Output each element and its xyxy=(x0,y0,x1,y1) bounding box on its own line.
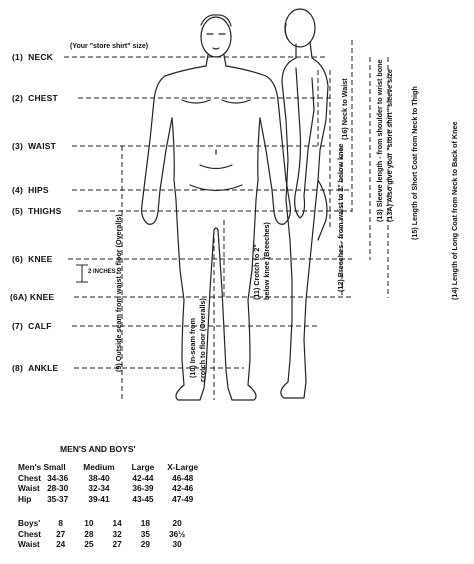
table-header-row xyxy=(15,518,188,529)
table-cell: 30 xyxy=(172,539,182,549)
table-cell: 36½ xyxy=(169,528,186,539)
side-figure xyxy=(281,9,328,398)
table-cell: 34-36 xyxy=(47,472,69,483)
table-cell: 35 xyxy=(140,528,150,539)
table-cell: 25 xyxy=(84,539,94,549)
hips-label: (4) HIPS xyxy=(12,185,49,195)
table-cell: 47-49 xyxy=(172,493,194,504)
table-cell: 20 xyxy=(172,518,182,528)
chest-label: (2) CHEST xyxy=(12,93,58,103)
sleeve-label-1: (13) Sleeve length - from shoulder to wrist bone xyxy=(375,59,384,222)
table-cell: 28-30 xyxy=(47,483,69,493)
table-row xyxy=(15,473,201,484)
table-row xyxy=(15,494,201,505)
table-cell: 18 xyxy=(140,518,150,528)
table-cell: 29 xyxy=(140,539,150,549)
mens-size-table xyxy=(15,462,201,504)
boys-size-table xyxy=(15,518,188,550)
crotch-label-2: below knee (Breeches) xyxy=(262,222,271,300)
two-inches-note: 2 INCHES xyxy=(88,269,116,275)
table-cell: Medium xyxy=(83,462,115,472)
table-row xyxy=(15,483,201,494)
table-cell: 32 xyxy=(112,528,122,539)
knee-label: (6) KNEE xyxy=(12,254,53,264)
table-cell: 32-34 xyxy=(88,483,110,493)
table-cell: 10 xyxy=(84,518,94,528)
table-cell: Large xyxy=(131,462,155,472)
short-coat-label: (15) Length of Short Coat from Neck to Thigh xyxy=(410,86,419,240)
thighs-label: (5) THIGHS xyxy=(12,206,62,216)
table-cell: 42-46 xyxy=(172,483,194,493)
waist-label: (3) WAIST xyxy=(12,141,57,151)
table-cell: 8 xyxy=(58,518,63,528)
inseam-label-1: (10) In-seam from xyxy=(188,318,197,378)
table-cell: 14 xyxy=(112,518,122,528)
table-cell: Boys' xyxy=(18,518,41,528)
table-cell: 38-40 xyxy=(88,472,110,483)
table-cell: 42-44 xyxy=(132,472,154,483)
table-cell: 39-41 xyxy=(88,493,110,504)
front-figure xyxy=(142,15,291,400)
table-cell: Waist xyxy=(18,539,40,549)
knee-6a-label: (6A) KNEE xyxy=(10,292,55,302)
neck-label: (1) NECK xyxy=(12,52,54,62)
table-cell: Men's Small xyxy=(18,462,66,472)
neck-to-waist-label: (16) Neck to Waist xyxy=(340,78,349,140)
neck-note: (Your "store shirt" size) xyxy=(70,43,149,50)
size-table-title: MEN'S AND BOYS' xyxy=(60,444,136,454)
table-cell: X-Large xyxy=(167,462,199,472)
crotch-label-1: (11) Crotch to 2" xyxy=(252,244,261,300)
table-cell: Chest xyxy=(18,472,42,483)
table-cell: 27 xyxy=(56,528,66,539)
table-cell: Chest xyxy=(18,528,42,539)
inseam-label-2: crotch to floor (Overalls) xyxy=(198,298,207,382)
table-cell: 27 xyxy=(112,539,122,549)
ankle-label: (8) ANKLE xyxy=(12,363,59,373)
table-cell: Waist xyxy=(18,483,40,493)
table-cell: 36-39 xyxy=(132,483,154,493)
table-cell: 24 xyxy=(56,539,66,549)
table-row xyxy=(15,539,188,550)
breeches-label: (12) Breeches - from waist to 2" below knee xyxy=(336,143,345,292)
table-cell: 35-37 xyxy=(47,493,69,504)
outside-seam-label: (9) Outside seam from waist to floor (Overalls) xyxy=(114,214,123,372)
table-cell: 28 xyxy=(84,528,94,539)
table-header-row xyxy=(15,462,201,473)
table-row xyxy=(15,529,188,540)
calf-label: (7) CALF xyxy=(12,321,52,331)
table-cell: 46-48 xyxy=(172,472,194,483)
table-cell: 43-45 xyxy=(132,493,154,504)
table-cell: Hip xyxy=(18,493,32,504)
sleeve-label-2: (13A) Also give your "store shirt" sleeve size xyxy=(385,69,394,222)
long-coat-label: (14) Length of Long Coat from Neck to Back of Knee xyxy=(450,121,459,300)
